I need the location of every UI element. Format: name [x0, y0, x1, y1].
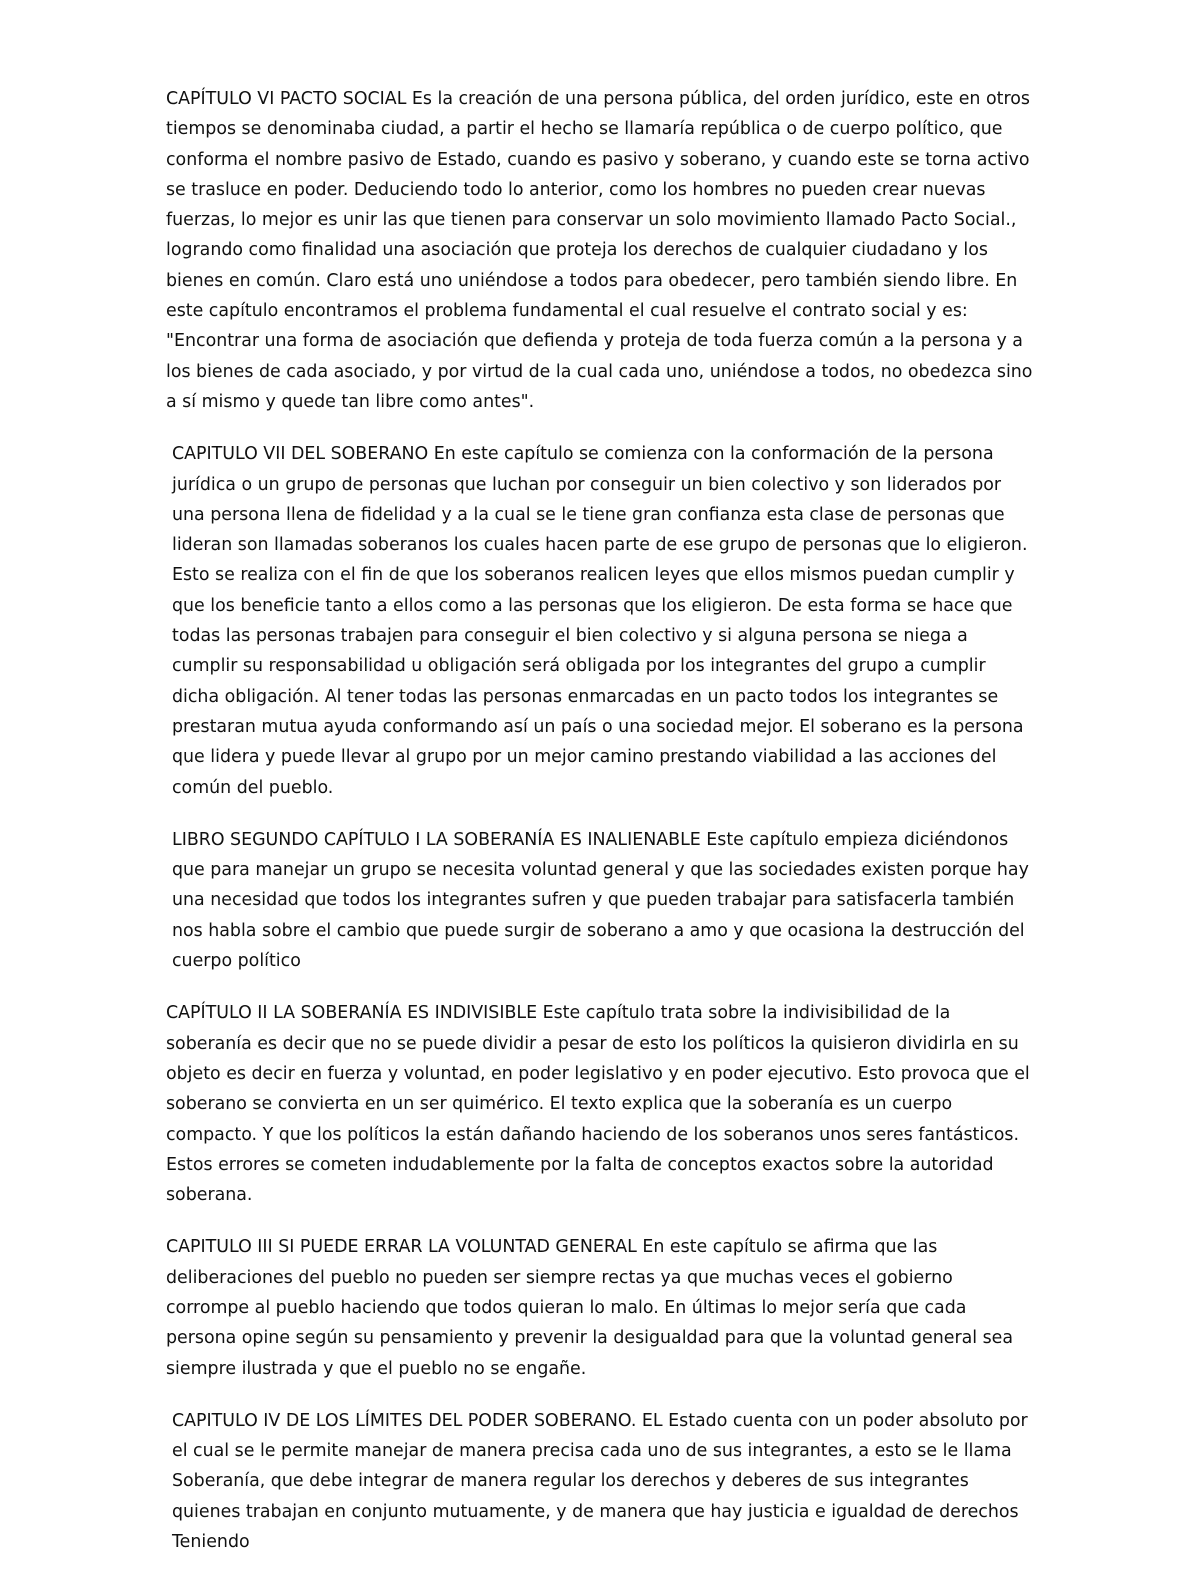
- paragraph-libro-segundo-capitulo-i: LIBRO SEGUNDO CAPÍTULO I LA SOBERANÍA ES INALIENABLE Este capítulo empieza diciéndonos que para manejar un grupo se necesita voluntad general y que las sociedades existen porque hay una necesidad que todos los integrantes sufren y que pueden trabajar para satisfacerla también nos habla sobre el cambio que puede surgir de soberano a amo y que ocasiona la destrucción del cuerpo político: [172, 829, 1029, 972]
- paragraph-capitulo-iii: CAPITULO III SI PUEDE ERRAR LA VOLUNTAD GENERAL En este capítulo se afirma que las deliberaciones del pueblo no pueden ser siempre rectas ya que muchas veces el gobierno corrompe al pueblo haciendo que todos quieran lo malo. En últimas lo mejor sería que cada persona opine según su pensamiento y prevenir la desigualdad para que la voluntad general sea siempre ilustrada y que el pueblo no se engañe.: [166, 1237, 1014, 1379]
- paragraph-capitulo-ii: CAPÍTULO II LA SOBERANÍA ES INDIVISIBLE Este capítulo trata sobre la indivisibilidad de la soberanía es decir que no se puede dividir a pesar de esto los políticos la quisieron dividirla en su objeto es decir en fuerza y voluntad, en poder legislativo y en poder ejecutivo. Esto provoca que el soberano se convierta en un ser quimérico. El texto explica que la soberanía es un cuerpo compacto. Y que los políticos la están dañando haciendo de los soberanos unos seres fantásticos. Estos errores se cometen indudablemente por la falta de conceptos exactos sobre la autoridad soberana.: [166, 1003, 1030, 1206]
- paragraph-capitulo-vi: CAPÍTULO VI PACTO SOCIAL Es la creación de una persona pública, del orden jurídico, este en otros tiempos se denominaba ciudad, a partir el hecho se llamaría república o de cuerpo político, que conforma el nombre pasivo de Estado, cuando es pasivo y soberano, y cuando este se torna activo se trasluce en poder. Deduciendo todo lo anterior, como los hombres no pueden crear nuevas fuerzas, lo mejor es unir las que tienen para conservar un solo movimiento llamado Pacto Social., logrando como finalidad una asociación que proteja los derechos de cualquier ciudadano y los bienes en común. Claro está uno uniéndose a todos para obedecer, pero también siendo libre. En este capítulo encontramos el problema fundamental el cual resuelve el contrato social y es: "Encontrar una forma de asociación que defienda y proteja de toda fuerza común a la persona y a los bienes de cada asociado, y por virtud de la cual cada uno, uniéndose a todos, no obedezca sino a sí mismo y quede tan libre como antes".: [166, 89, 1033, 412]
- paragraph-capitulo-vii: CAPITULO VII DEL SOBERANO En este capítulo se comienza con la conformación de la persona jurídica o un grupo de personas que luchan por conseguir un bien colectivo y son liderados por una persona llena de fidelidad y a la cual se le tiene gran confianza esta clase de personas que lideran son llamadas soberanos los cuales hacen parte de ese grupo de personas que lo eligieron. Esto se realiza con el fin de que los soberanos realicen leyes que ellos mismos puedan cumplir y que los beneficie tanto a ellos como a las personas que los eligieron. De esta forma se hace que todas las personas trabajen para conseguir el bien colectivo y si alguna persona se niega a cumplir su responsabilidad u obligación será obligada por los integrantes del grupo a cumplir dicha obligación. Al tener todas las personas enmarcadas en un pacto todos los integrantes se prestaran mutua ayuda conformando así un país o una sociedad mejor. El soberano es la persona que lidera y puede llevar al grupo por un mejor camino prestando viabilidad a las acciones del común del pueblo.: [172, 444, 1028, 798]
- paragraph-capitulo-iv: CAPITULO IV DE LOS LÍMITES DEL PODER SOBERANO. EL Estado cuenta con un poder absoluto por el cual se le permite manejar de manera precisa cada uno de sus integrantes, a esto se le llama Soberanía, que debe integrar de manera regular los derechos y deberes de sus integrantes quienes trabajan en conjunto mutuamente, y de manera que hay justicia e igualdad de derechos Teniendo: [172, 1410, 1028, 1553]
- document-body: [166, 84, 1034, 1579]
